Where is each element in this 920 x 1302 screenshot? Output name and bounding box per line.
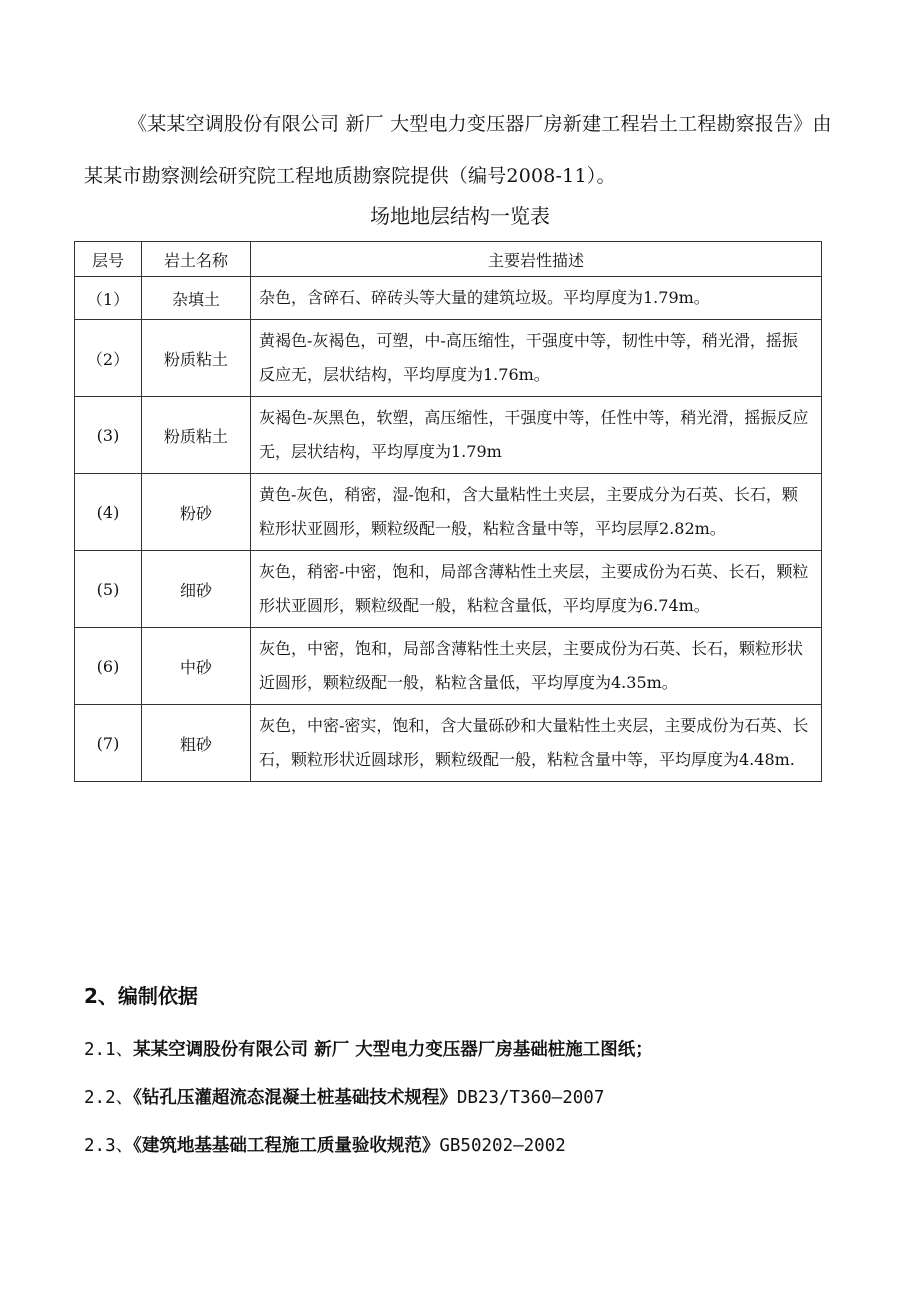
table-row [75,277,822,320]
layer-description: 黄色-灰色，稍密，湿-饱和，含大量粘性土夹层，主要成分为石英、长石，颗粒形状亚圆形，颗粒级配一般，粘粒含量中等，平均层厚2.82m。 [251,474,822,551]
basis-item-2 [84,1084,604,1109]
header-description: 主要岩性描述 [251,242,822,277]
soil-name: 粉砂 [142,474,251,551]
table-row [75,551,822,628]
layer-no: (5) [75,551,142,628]
table-header-row [75,242,822,277]
soil-name: 细砂 [142,551,251,628]
basis-item-number: 2.1、 [84,1040,134,1060]
table-row [75,705,822,782]
table-row [75,474,822,551]
basis-item-text: 某某空调股份有限公司 新厂 大型电力变压器厂房基础桩施工图纸； [133,1040,653,1060]
basis-item-code: DB23/T360—2007 [456,1088,605,1108]
soil-name: 中砂 [142,628,251,705]
layer-no: (6) [75,628,142,705]
soil-name: 粉质粘土 [142,397,251,474]
layer-description: 灰色，中密，饱和，局部含薄粘性土夹层，主要成份为石英、长石，颗粒形状近圆形，颗粒级配一般，粘粒含量低，平均厚度为4.35m。 [251,628,822,705]
layer-no: (7) [75,705,142,782]
table-row [75,628,822,705]
soil-name: 粉质粘土 [142,320,251,397]
basis-item-1 [84,1036,653,1061]
layer-description: 灰色，稍密-中密，饱和，局部含薄粘性土夹层，主要成份为石英、长石，颗粒形状亚圆形，颗粒级配一般，粘粒含量低，平均厚度为6.74m。 [251,551,822,628]
basis-item-3 [84,1132,566,1157]
layer-no: （2） [75,320,142,397]
layer-no: (3) [75,397,142,474]
basis-item-text: 《建筑地基基础工程施工质量验收规范》 [133,1136,440,1156]
section-heading: 2、编制依据 [84,984,198,1008]
header-layer-no: 层号 [75,242,142,277]
header-soil-name: 岩土名称 [142,242,251,277]
soil-name: 杂填土 [142,277,251,320]
layer-no: （1） [75,277,142,320]
basis-item-text: 《钻孔压灌超流态混凝土桩基础技术规程》 [133,1088,457,1108]
intro-paragraph: 《某某空调股份有限公司 新厂 大型电力变压器厂房新建工程岩土工程勘察报告》由某某市勘察测绘研究院工程地质勘察院提供（编号2008-11）。 [84,113,832,187]
table-row [75,397,822,474]
soil-name: 粗砂 [142,705,251,782]
layer-description: 杂色，含碎石、碎砖头等大量的建筑垃圾。平均厚度为1.79m。 [251,277,822,320]
basis-item-number: 2.2、 [84,1088,134,1108]
layer-description: 灰色，中密-密实，饱和，含大量砾砂和大量粘性土夹层，主要成份为石英、长石，颗粒形状近圆球形，颗粒级配一般，粘粒含量中等，平均厚度为4.48m. [251,705,822,782]
layer-description: 黄褐色-灰褐色，可塑，中-高压缩性，干强度中等，韧性中等，稍光滑，摇振反应无，层状结构，平均厚度为1.76m。 [251,320,822,397]
layer-no: (4) [75,474,142,551]
layer-description: 灰褐色-灰黑色，软塑，高压缩性，干强度中等，任性中等，稍光滑，摇振反应无，层状结构，平均厚度为1.79m [251,397,822,474]
table-title: 场地地层结构一览表 [370,204,550,228]
basis-item-code: GB50202—2002 [439,1136,566,1156]
strata-table [74,241,822,782]
table-row [75,320,822,397]
basis-item-number: 2.3、 [84,1136,134,1156]
